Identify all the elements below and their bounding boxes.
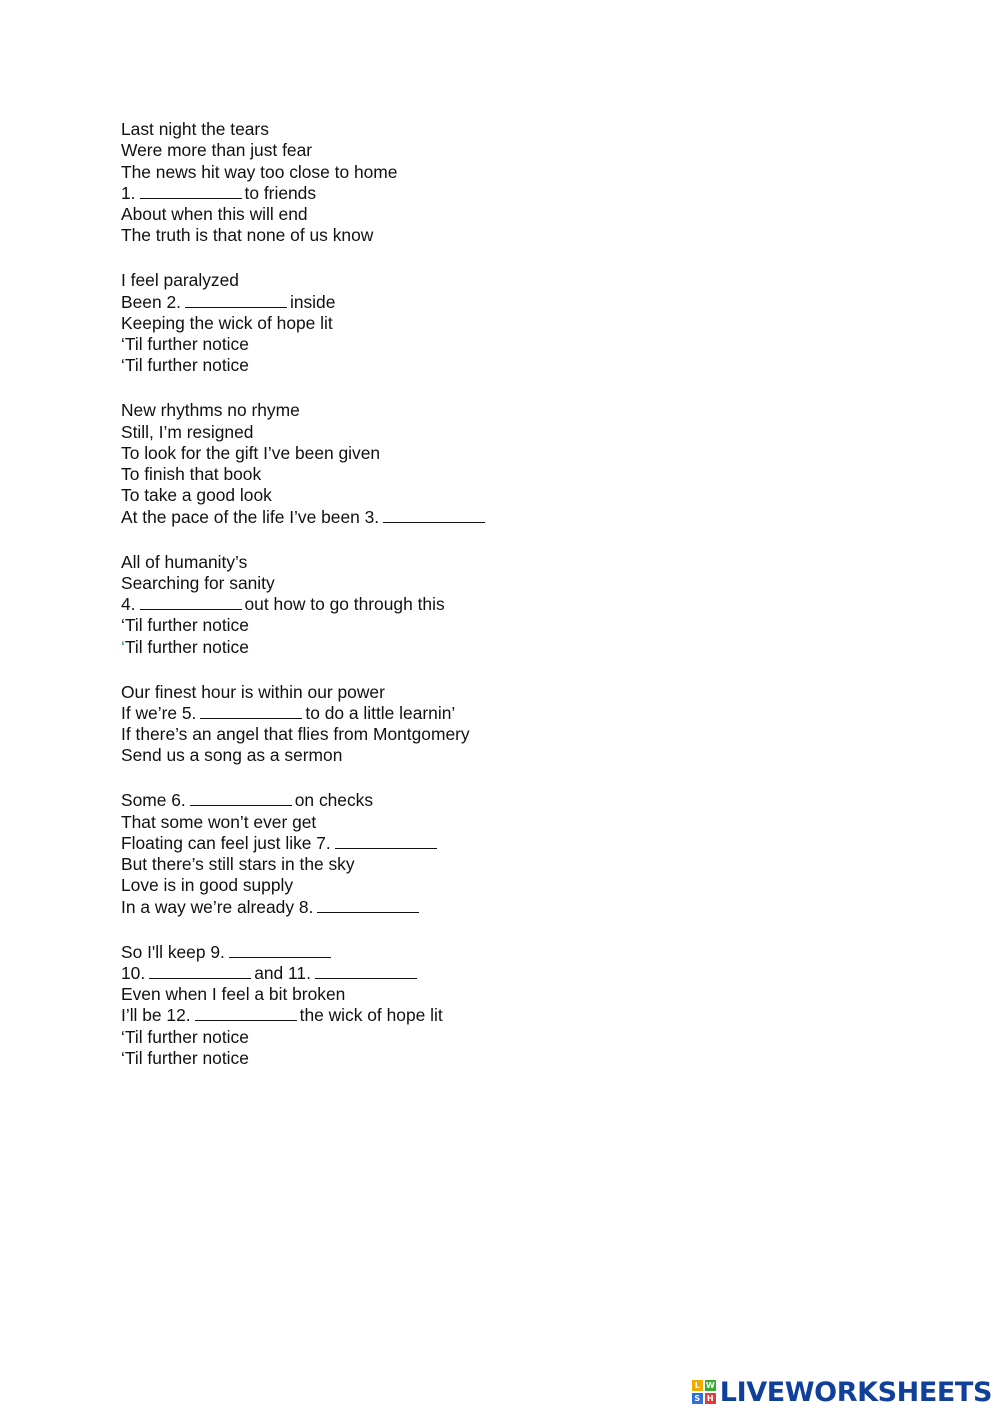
lyric-line (121, 573, 881, 594)
answer-blank[interactable] (195, 1005, 297, 1021)
lyrics-worksheet (121, 119, 881, 1093)
lyric-line (121, 313, 881, 334)
lyric-text: I’ll be 12. (121, 1005, 191, 1026)
lyric-line (121, 422, 881, 443)
lyric-text: 1. (121, 182, 136, 203)
lyric-text: ‘Til further notice (121, 334, 249, 355)
lyric-line (121, 507, 881, 528)
lyric-text: I feel paralyzed (121, 270, 239, 291)
lyric-text: That some won’t ever get (121, 811, 317, 832)
lyric-line (121, 485, 881, 506)
lyric-line (121, 334, 881, 355)
answer-blank[interactable] (185, 292, 287, 308)
lyric-line (121, 790, 881, 811)
lyric-line (121, 942, 881, 963)
lyric-line (121, 400, 881, 421)
lyric-line (121, 292, 881, 313)
lyric-text: Were more than just fear (121, 140, 313, 161)
lyric-text: 10. (121, 962, 146, 983)
lyric-text: to do a little learnin’ (305, 702, 456, 723)
liveworksheets-logo-text: LIVEWORKSHEETS (719, 1376, 992, 1408)
lyric-text: Send us a song as a sermon (121, 745, 343, 766)
stanza (121, 682, 881, 767)
lyric-line (121, 637, 881, 658)
lyric-text: About when this will end (121, 204, 308, 225)
answer-blank[interactable] (190, 790, 292, 806)
lyric-text: Still, I’m resigned (121, 421, 254, 442)
lyric-line (121, 615, 881, 636)
lyric-text: the wick of hope lit (299, 1005, 443, 1026)
stanza (121, 270, 881, 376)
stanza (121, 552, 881, 658)
stanza (121, 119, 881, 247)
lyric-text: To finish that book (121, 464, 262, 485)
lyric-line (121, 594, 881, 615)
lyric-line (121, 812, 881, 833)
lyric-text: To look for the gift I’ve been given (121, 442, 381, 463)
lyric-text: ‘Til further notice (121, 636, 249, 657)
lyric-line (121, 162, 881, 183)
lyric-text: Our finest hour is within our power (121, 681, 385, 702)
lyric-text: New rhythms no rhyme (121, 400, 300, 421)
lyric-text: Been 2. (121, 291, 181, 312)
lyric-line (121, 963, 881, 984)
lyric-text: ‘Til further notice (121, 1047, 249, 1068)
logo-square: H (705, 1393, 716, 1404)
lyric-line (121, 984, 881, 1005)
answer-blank[interactable] (149, 963, 251, 979)
lyric-line (121, 204, 881, 225)
lyric-text: Floating can feel just like 7. (121, 832, 331, 853)
logo-square: L (692, 1380, 703, 1391)
lyric-text: out how to go through this (244, 594, 445, 615)
lyric-text: So I'll keep 9. (121, 941, 225, 962)
stanza (121, 790, 881, 918)
lyric-line (121, 552, 881, 573)
lyric-line (121, 682, 881, 703)
lyric-line (121, 745, 881, 766)
lyric-text: Keeping the wick of hope lit (121, 312, 333, 333)
lyric-line (121, 897, 881, 918)
lyric-line (121, 443, 881, 464)
lyric-line (121, 875, 881, 896)
answer-blank[interactable] (229, 942, 331, 958)
lyric-line (121, 854, 881, 875)
lyric-text: But there’s still stars in the sky (121, 854, 355, 875)
lyric-text: Searching for sanity (121, 572, 275, 593)
lyric-text: Some 6. (121, 790, 186, 811)
lyric-text: 4. (121, 594, 136, 615)
lyric-text: If there’s an angel that flies from Montgomery (121, 724, 470, 745)
lyric-line (121, 464, 881, 485)
lyric-line (121, 225, 881, 246)
lyric-text: inside (289, 291, 336, 312)
logo-square: S (692, 1393, 703, 1404)
lyric-text: The truth is that none of us know (121, 225, 374, 246)
answer-blank[interactable] (200, 703, 302, 719)
answer-blank[interactable] (383, 507, 485, 523)
lyric-text: Even when I feel a bit broken (121, 984, 346, 1005)
lyric-line (121, 833, 881, 854)
lyric-text: At the pace of the life I’ve been 3. (121, 506, 380, 527)
answer-blank[interactable] (140, 594, 242, 610)
lyric-text: and 11. (254, 962, 311, 983)
answer-blank[interactable] (140, 183, 242, 199)
liveworksheets-logo-icon (692, 1380, 716, 1404)
stanza (121, 942, 881, 1070)
lyric-line (121, 183, 881, 204)
lyric-text: Love is in good supply (121, 875, 294, 896)
lyric-line (121, 1048, 881, 1069)
lyric-text: to friends (244, 182, 317, 203)
lyric-line (121, 1027, 881, 1048)
answer-blank[interactable] (315, 963, 417, 979)
liveworksheets-logo (692, 1376, 992, 1408)
lyric-text: All of humanity’s (121, 551, 248, 572)
lyric-line (121, 703, 881, 724)
lyric-text: The news hit way too close to home (121, 161, 398, 182)
lyric-line (121, 119, 881, 140)
lyric-text: ‘Til further notice (121, 615, 249, 636)
lyric-text: To take a good look (121, 485, 272, 506)
lyric-line (121, 270, 881, 291)
answer-blank[interactable] (335, 833, 437, 849)
lyric-line (121, 724, 881, 745)
answer-blank[interactable] (317, 897, 419, 913)
lyric-text: on checks (294, 790, 374, 811)
lyric-text: ‘Til further notice (121, 355, 249, 376)
lyric-text: ‘Til further notice (121, 1026, 249, 1047)
stanza (121, 400, 881, 528)
lyric-line (121, 140, 881, 161)
lyric-line (121, 1005, 881, 1026)
logo-square: W (705, 1381, 715, 1390)
lyric-text: In a way we’re already 8. (121, 896, 314, 917)
lyric-text: Last night the tears (121, 119, 269, 139)
lyric-text: If we’re 5. (121, 702, 197, 723)
lyric-line (121, 355, 881, 376)
